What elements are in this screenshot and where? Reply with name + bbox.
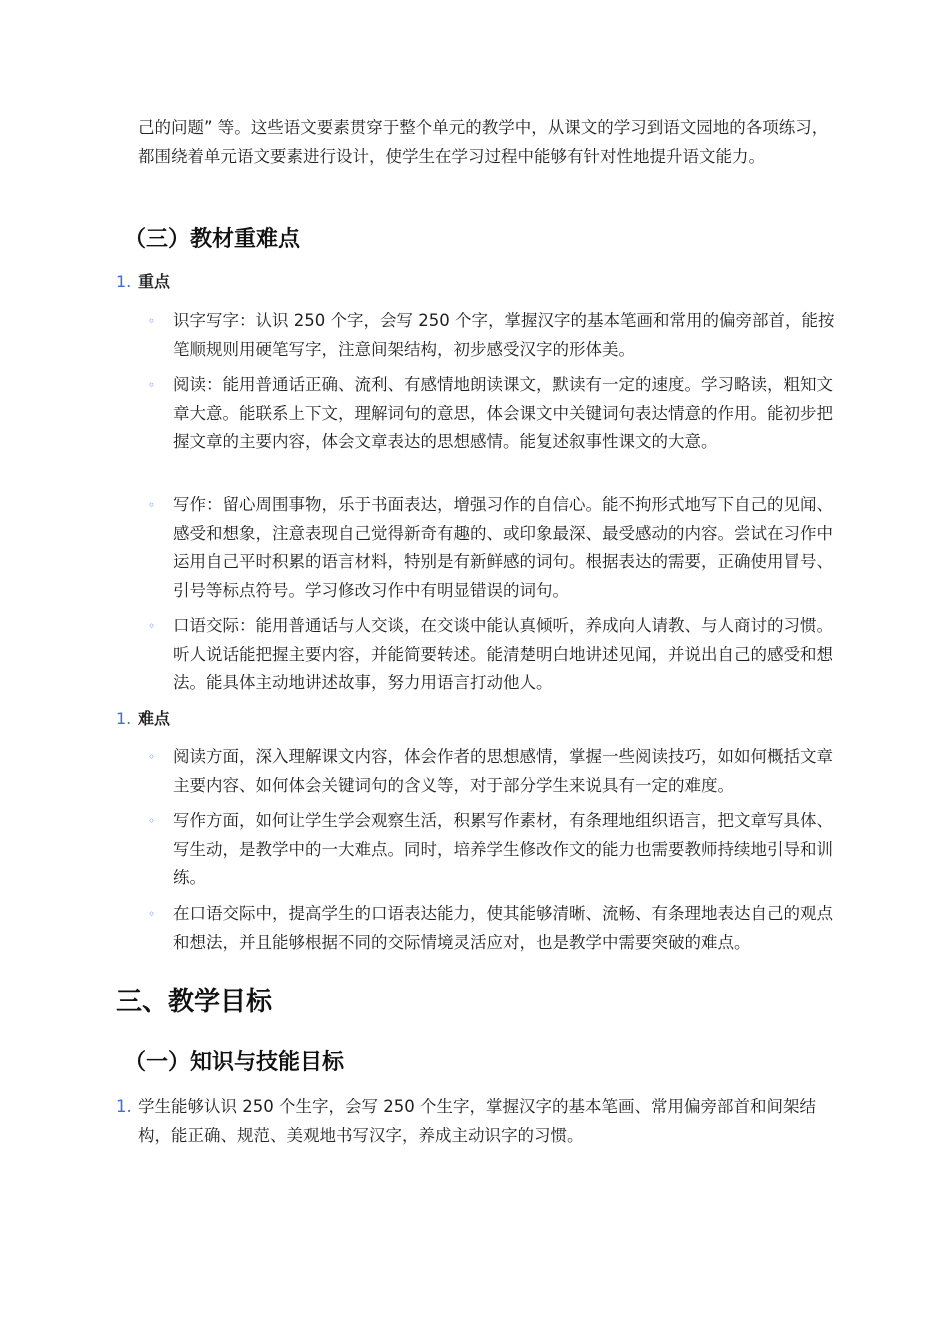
numbered-item-text: 学生能够认识 250 个生字，会写 250 个生字，掌握汉字的基本笔画、常用偏旁部首和间架结构，能正确、规范、美观地书写汉字，养成主动识字的习惯。 bbox=[138, 1097, 816, 1145]
list-label-key-points: 重点 bbox=[138, 272, 171, 291]
bullet-item bbox=[148, 743, 838, 800]
circle-bullet-icon: ◦ bbox=[148, 498, 156, 512]
section-heading-goals: 三、教学目标 bbox=[116, 987, 273, 1017]
list-item-hard-points bbox=[116, 705, 170, 734]
section-heading-difficulty: （三）教材重难点 bbox=[124, 227, 301, 252]
list-number: 1. bbox=[116, 1097, 132, 1116]
bullet-text: 在口语交际中，提高学生的口语表达能力，使其能够清晰、流畅、有条理地表达自己的观点和想法，并且能够根据不同的交际情境灵活应对，也是教学中需要突破的难点。 bbox=[173, 904, 833, 952]
bullet-text: 阅读：能用普通话正确、流利、有感情地朗读课文，默读有一定的速度。学习略读，粗知文章大意。能联系上下文，理解词句的意思，体会课文中关键词句表达情意的作用。能初步把握文章的主要内容，体会文章表达的思想感情。能复述叙事性课文的大意。 bbox=[173, 375, 833, 451]
circle-bullet-icon: ◦ bbox=[148, 907, 156, 921]
circle-bullet-icon: ◦ bbox=[148, 750, 156, 764]
bullet-item bbox=[148, 491, 838, 605]
list-item-key-points bbox=[116, 268, 170, 297]
circle-bullet-icon: ◦ bbox=[148, 619, 156, 633]
bullet-text: 写作：留心周围事物，乐于书面表达，增强习作的自信心。能不拘形式地写下自己的见闻、感受和想象，注意表现自己觉得新奇有趣的、或印象最深、最受感动的内容。尝试在习作中运用自己平时积累的语言材料，特别是有新鲜感的词句。根据表达的需要，正确使用冒号、引号等标点符号。学习修改习作中有明显错误的词句。 bbox=[173, 495, 833, 600]
subsection-heading-knowledge: （一）知识与技能目标 bbox=[124, 1050, 345, 1075]
list-label-hard-points: 难点 bbox=[138, 709, 171, 728]
list-number: 1. bbox=[116, 709, 132, 728]
bullet-item bbox=[148, 807, 838, 893]
circle-bullet-icon: ◦ bbox=[148, 378, 156, 392]
bullet-item bbox=[148, 371, 838, 457]
intro-paragraph: 己的问题” 等。这些语文要素贯穿于整个单元的教学中，从课文的学习到语文园地的各项练习，都围绕着单元语文要素进行设计，使学生在学习过程中能够有针对性地提升语文能力。 bbox=[138, 118, 829, 166]
bullet-item bbox=[148, 307, 838, 364]
bullet-text: 识字写字：认识 250 个字，会写 250 个字，掌握汉字的基本笔画和常用的偏旁部首，能按笔顺规则用硬笔写字，注意间架结构，初步感受汉字的形体美。 bbox=[173, 311, 835, 359]
circle-bullet-icon: ◦ bbox=[148, 314, 156, 328]
numbered-list-item bbox=[116, 1093, 838, 1150]
bullet-item bbox=[148, 612, 838, 698]
bullet-item bbox=[148, 900, 838, 957]
list-number: 1. bbox=[116, 272, 132, 291]
bullet-text: 阅读方面，深入理解课文内容，体会作者的思想感情，掌握一些阅读技巧，如如何概括文章主要内容、如何体会关键词句的含义等，对于部分学生来说具有一定的难度。 bbox=[173, 747, 833, 795]
bullet-text: 写作方面，如何让学生学会观察生活，积累写作素材，有条理地组织语言，把文章写具体、写生动，是教学中的一大难点。同时，培养学生修改作文的能力也需要教师持续地引导和训练。 bbox=[173, 811, 833, 887]
circle-bullet-icon: ◦ bbox=[148, 814, 156, 828]
bullet-text: 口语交际：能用普通话与人交谈，在交谈中能认真倾听，养成向人请教、与人商讨的习惯。听人说话能把握主要内容，并能简要转述。能清楚明白地讲述见闻，并说出自己的感受和想法。能具体主动地讲述故事，努力用语言打动他人。 bbox=[173, 616, 833, 692]
